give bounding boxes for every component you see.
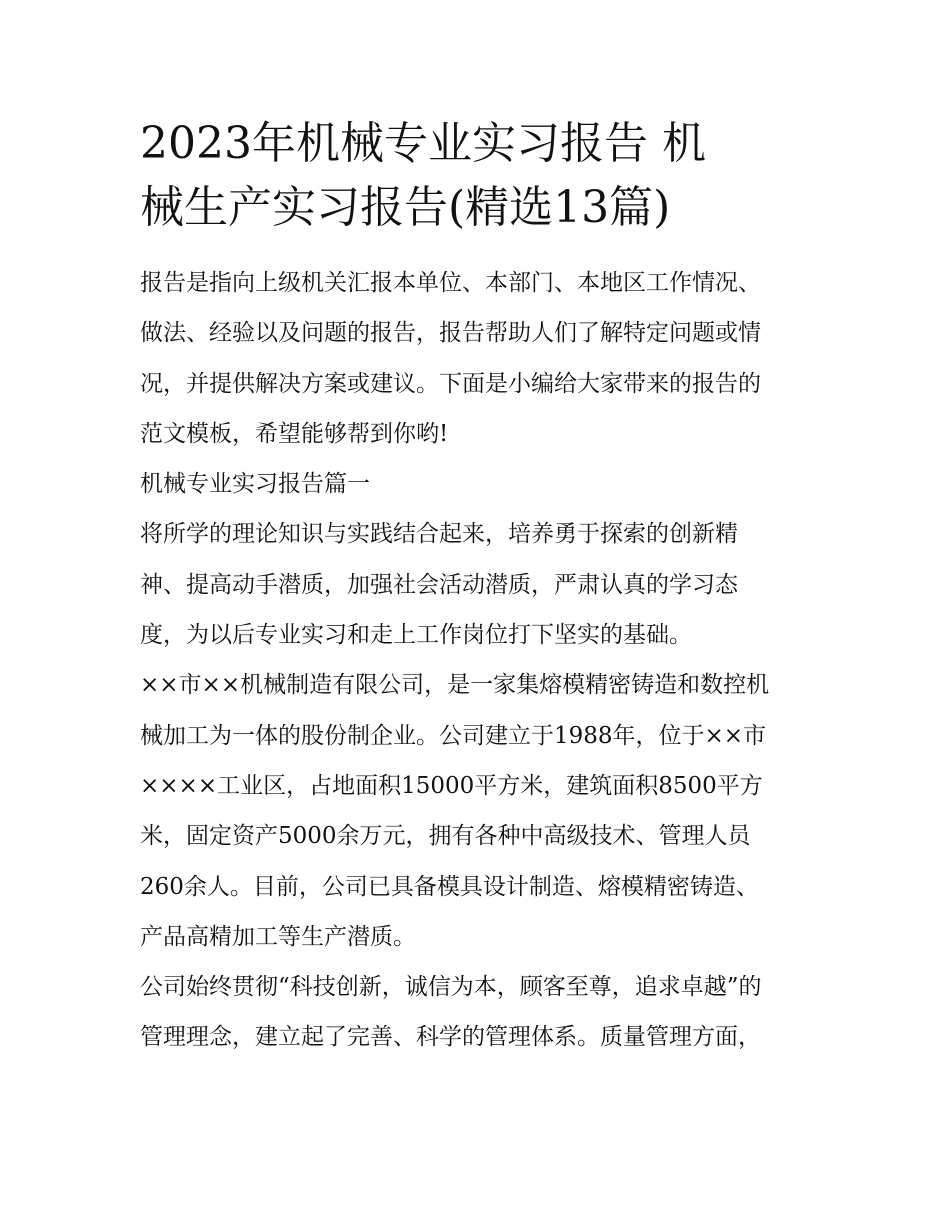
body-paragraph xyxy=(140,660,812,962)
text-line: 报告是指向上级机关汇报本单位、本部门、本地区工作情况、 xyxy=(140,270,761,296)
text-line: 260余人。目前，公司已具备模具设计制造、熔模精密铸造、 xyxy=(140,873,759,900)
title-line: 械生产实习报告(精选13篇) xyxy=(140,182,671,233)
text-line: 做法、经验以及问题的报告，报告帮助人们了解特定问题或情 xyxy=(140,320,761,347)
document-body xyxy=(140,258,812,1063)
body-paragraph xyxy=(140,509,812,660)
document-page xyxy=(140,112,812,1063)
body-paragraph xyxy=(140,962,812,1063)
text-line: ××××工业区，占地面积15000平方米，建筑面积8500平方 xyxy=(140,772,763,799)
text-line: 产品高精加工等生产潜质。 xyxy=(140,923,416,950)
text-line: 将所学的理论知识与实践结合起来，培养勇于探索的创新精 xyxy=(140,521,738,548)
text-line: 范文模板，希望能够帮到你哟! xyxy=(140,420,449,447)
text-line: 管理理念，建立起了完善、科学的管理体系。质量管理方面， xyxy=(140,1024,761,1051)
intro-paragraph xyxy=(140,258,812,459)
text-line: 公司始终贯彻“科技创新，诚信为本，顾客至尊，追求卓越”的 xyxy=(140,974,762,1001)
text-line: 米，固定资产5000余万元，拥有各种中高级技术、管理人员 xyxy=(140,823,751,850)
title-line: 2023年机械专业实习报告 机 xyxy=(140,118,706,169)
section-heading-text: 机械专业实习报告篇一 xyxy=(140,471,370,498)
document-title xyxy=(140,112,812,240)
text-line: 度，为以后专业实习和走上工作岗位打下坚实的基础。 xyxy=(140,622,692,649)
text-line: 神、提高动手潜质，加强社会活动潜质，严肃认真的学习态 xyxy=(140,571,738,598)
section-heading xyxy=(140,459,812,509)
text-line: ××市××机械制造有限公司，是一家集熔模精密铸造和数控机 xyxy=(140,672,770,699)
text-line: 况，并提供解决方案或建议。下面是小编给大家带来的报告的 xyxy=(140,370,761,397)
text-line: 械加工为一体的股份制企业。公司建立于1988年，位于××市 xyxy=(140,722,767,749)
